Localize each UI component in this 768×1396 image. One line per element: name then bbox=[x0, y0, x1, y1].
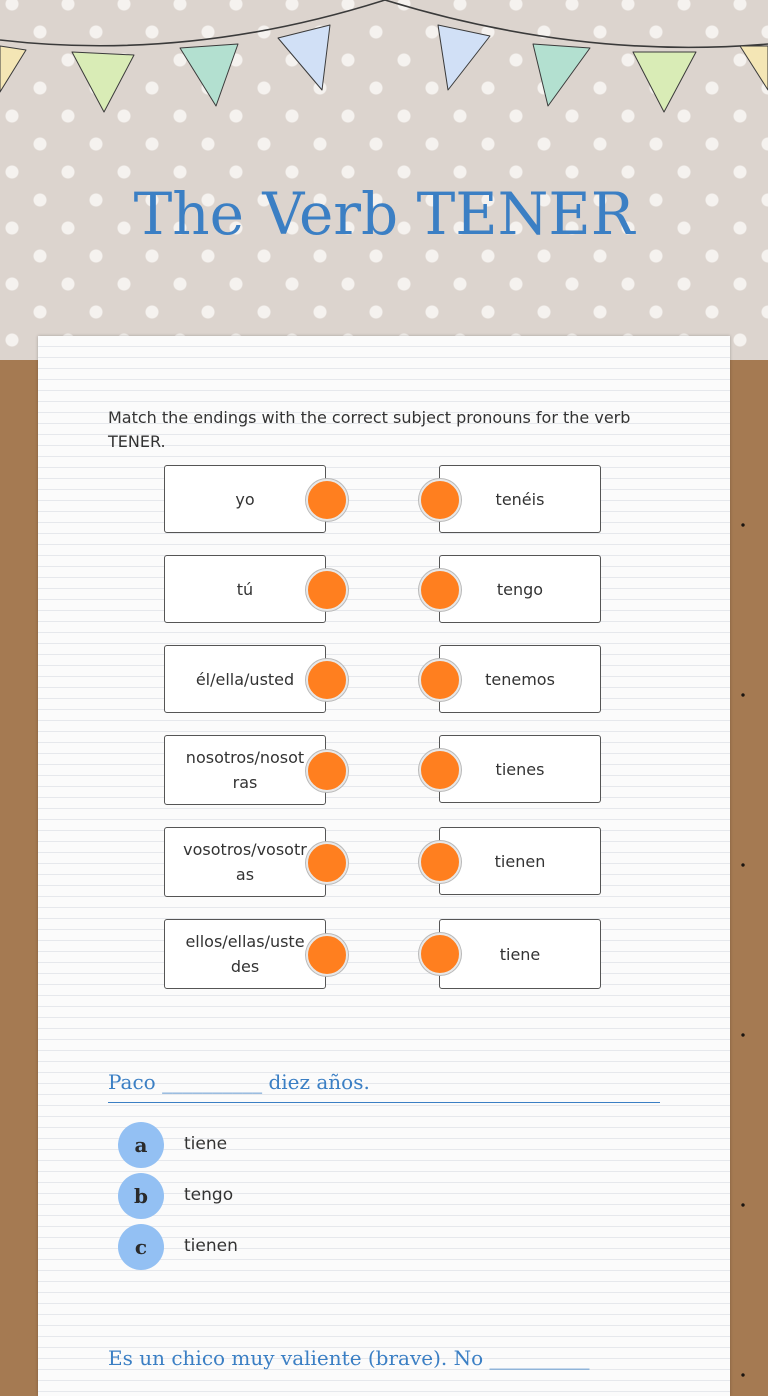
match-left-label: vosotros/vosotr bbox=[183, 840, 307, 859]
option-letter-badge: c bbox=[118, 1224, 164, 1270]
match-right-label: tienen bbox=[494, 851, 546, 871]
match-left-label: él/ella/usted bbox=[195, 669, 295, 689]
match-left-label-cont: ras bbox=[232, 773, 258, 792]
match-right-tienen[interactable] bbox=[439, 827, 601, 895]
match-left-ellos[interactable] bbox=[164, 919, 326, 989]
match-left-nosotros[interactable] bbox=[164, 735, 326, 805]
match-left-label-cont: as bbox=[235, 865, 255, 884]
connector-dot-right[interactable] bbox=[419, 569, 461, 611]
connector-dot-left[interactable] bbox=[306, 842, 348, 884]
connector-dot-left[interactable] bbox=[306, 750, 348, 792]
match-right-teneis[interactable] bbox=[439, 465, 601, 533]
match-right-tiene[interactable] bbox=[439, 919, 601, 989]
option-letter-badge: a bbox=[118, 1122, 164, 1168]
worksheet-paper bbox=[38, 336, 730, 1396]
option-text: tiene bbox=[184, 1134, 228, 1154]
instructions-text: Match the endings with the correct subject pronouns for the verb TENER. bbox=[108, 408, 631, 451]
connector-dot-right[interactable] bbox=[419, 659, 461, 701]
connector-dot-right[interactable] bbox=[419, 933, 461, 975]
match-left-el-ella-usted[interactable] bbox=[164, 645, 326, 713]
match-right-label: tenéis bbox=[495, 489, 545, 509]
match-left-label: tú bbox=[236, 579, 254, 599]
connector-dot-left[interactable] bbox=[306, 659, 348, 701]
match-right-tenemos[interactable] bbox=[439, 645, 601, 713]
connector-dot-left[interactable] bbox=[306, 934, 348, 976]
match-right-label: tengo bbox=[496, 579, 544, 599]
match-left-label: ellos/ellas/uste bbox=[185, 932, 305, 951]
match-right-tengo[interactable] bbox=[439, 555, 601, 623]
question-2-prompt: Es un chico muy valiente (brave). No __________ bbox=[108, 1346, 590, 1370]
option-text: tengo bbox=[184, 1185, 234, 1205]
connector-dot-right[interactable] bbox=[419, 841, 461, 883]
match-left-label: yo bbox=[235, 489, 255, 509]
option-text: tienen bbox=[184, 1236, 238, 1256]
match-right-tienes[interactable] bbox=[439, 735, 601, 803]
match-right-label: tenemos bbox=[485, 669, 555, 689]
match-left-yo[interactable] bbox=[164, 465, 326, 533]
match-left-label-cont: des bbox=[230, 957, 260, 976]
option-letter-badge: b bbox=[118, 1173, 164, 1219]
match-left-label: nosotros/nosot bbox=[185, 748, 305, 767]
connector-dot-right[interactable] bbox=[419, 749, 461, 791]
worksheet-title: The Verb TENER bbox=[133, 180, 635, 248]
question-1-prompt: Paco __________ diez años. bbox=[108, 1070, 660, 1103]
match-right-label: tiene bbox=[499, 944, 541, 964]
match-left-tu[interactable] bbox=[164, 555, 326, 623]
match-left-vosotros[interactable] bbox=[164, 827, 326, 897]
bunting-decoration bbox=[0, 0, 768, 140]
connector-dot-left[interactable] bbox=[306, 569, 348, 611]
match-right-label: tienes bbox=[495, 759, 545, 779]
connector-dot-left[interactable] bbox=[306, 479, 348, 521]
connector-dot-right[interactable] bbox=[419, 479, 461, 521]
